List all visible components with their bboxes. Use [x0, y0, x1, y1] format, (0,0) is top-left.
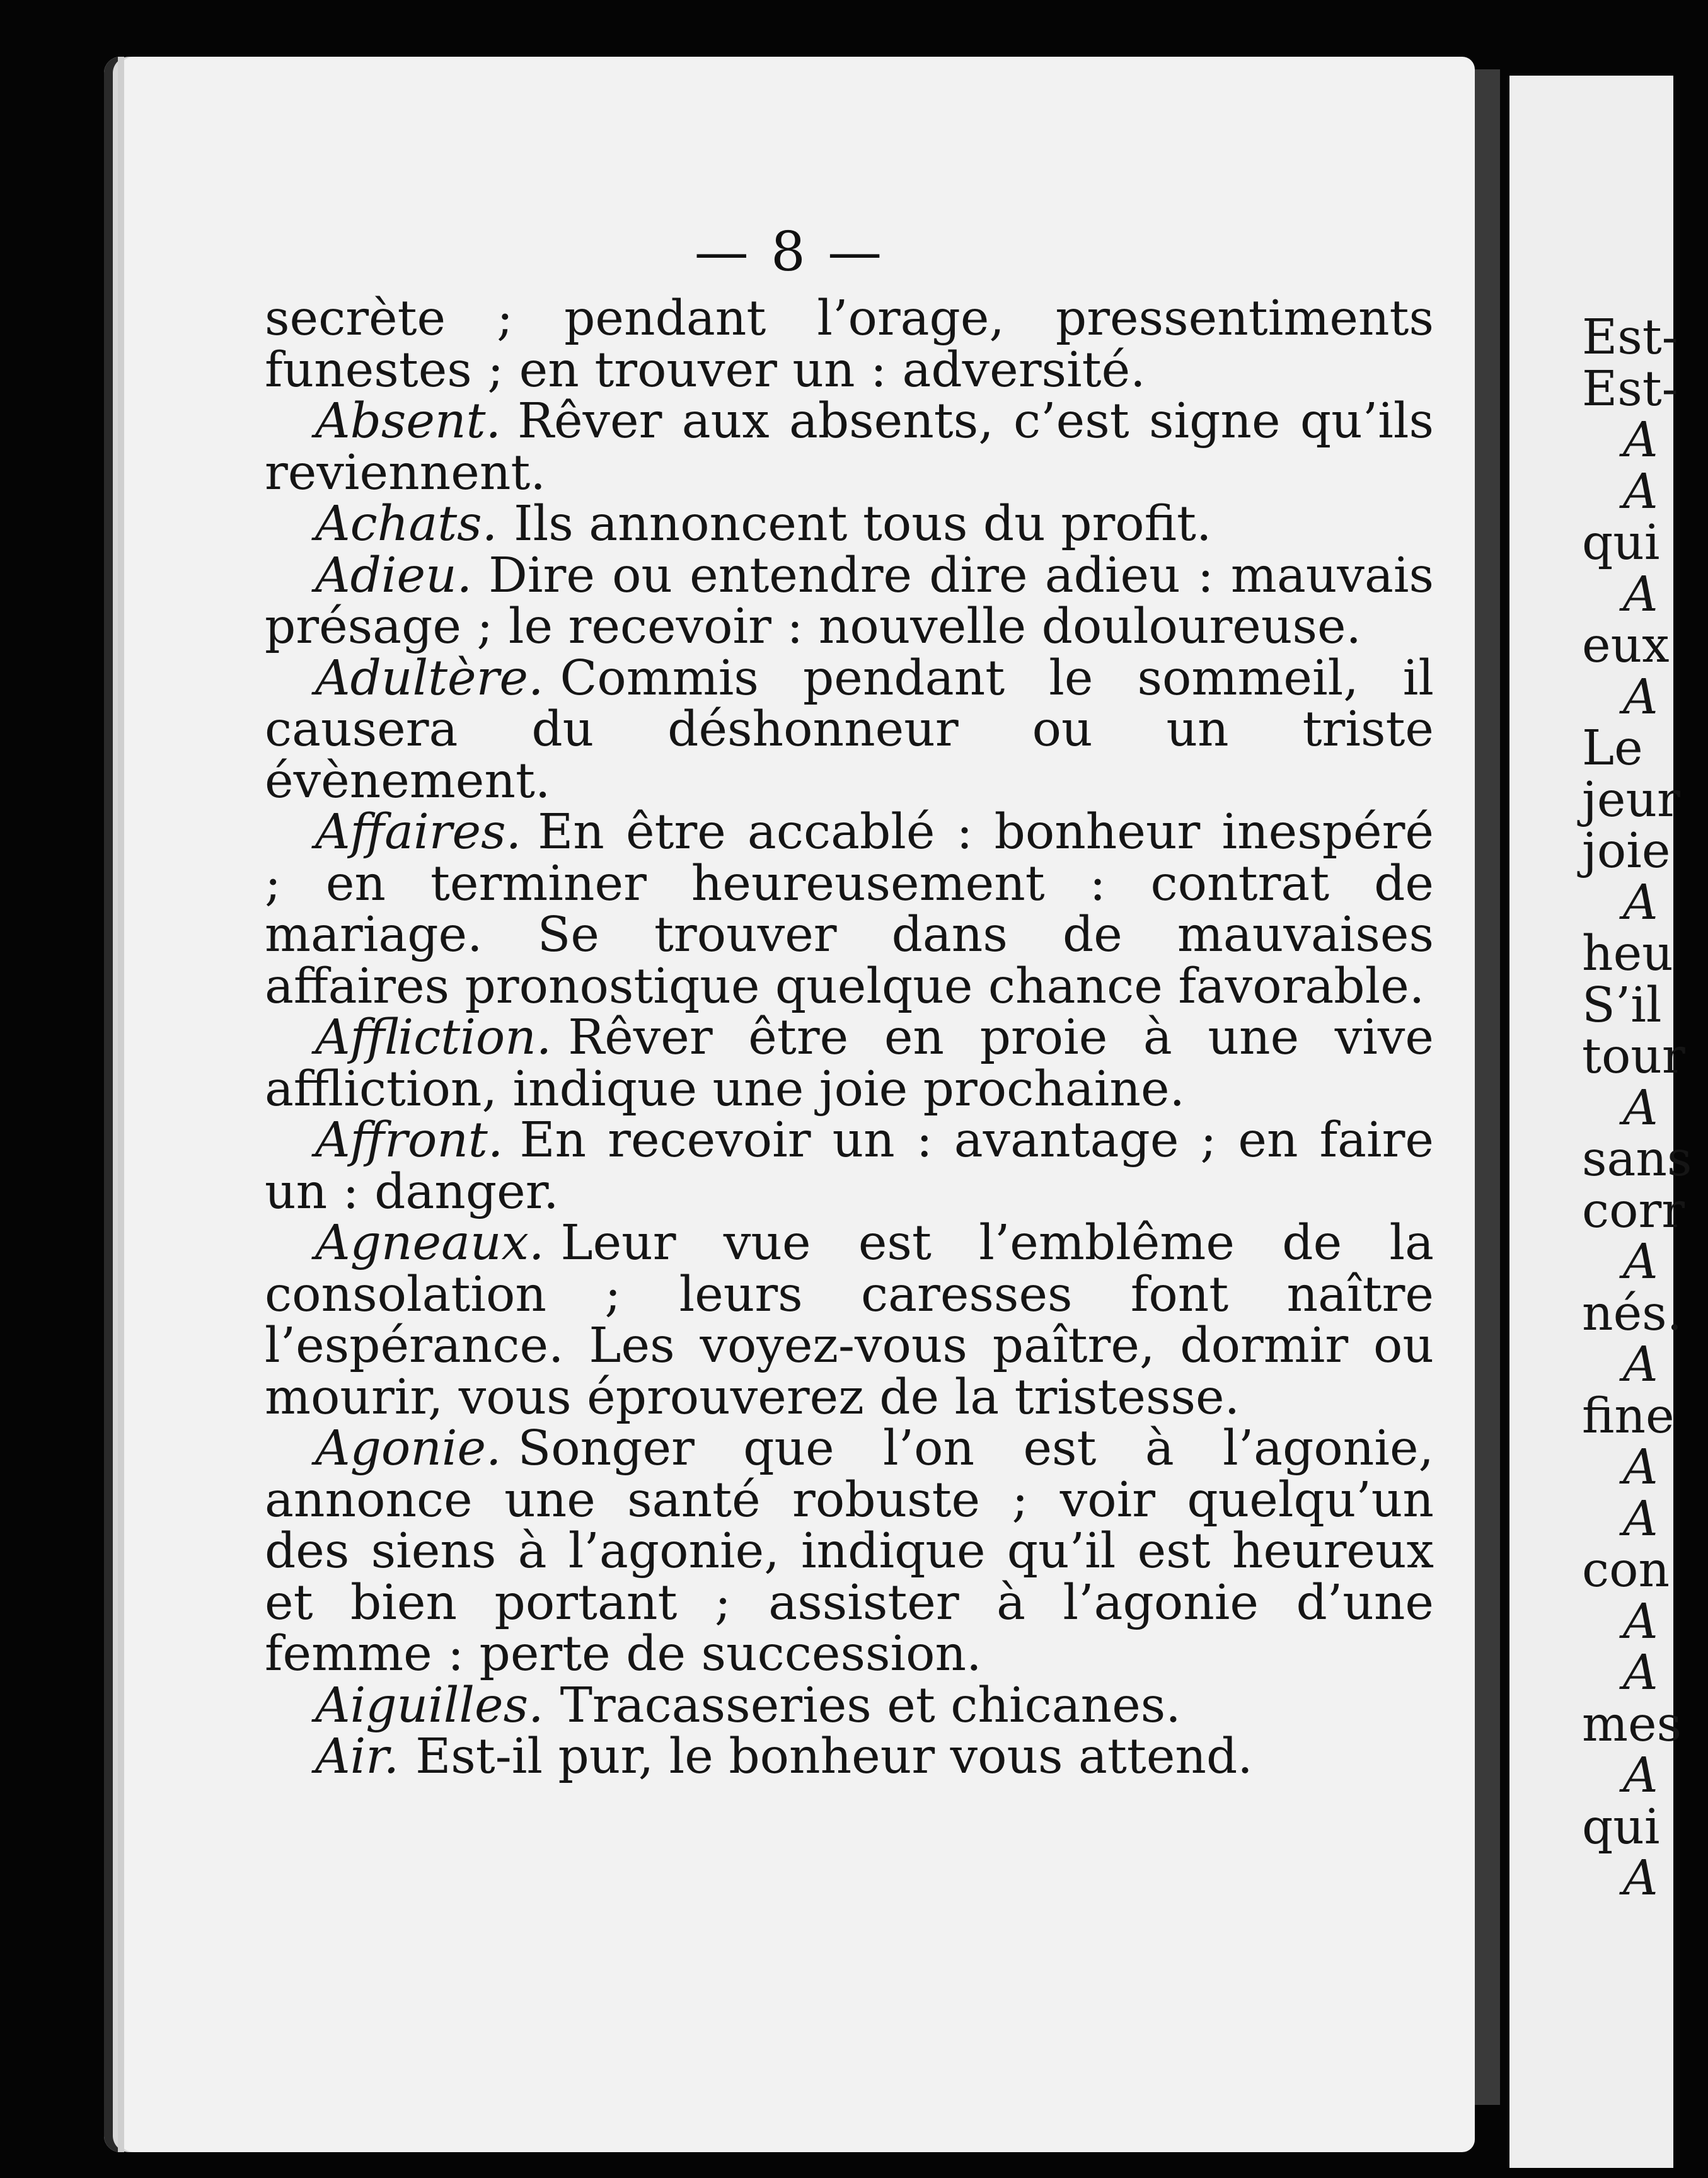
right-page-fragment: A — [1623, 463, 1658, 520]
intro-paragraph: secrète ; pendant l’orage, pressentiments funestes ; en trouver un : adversité. — [265, 291, 1434, 398]
dictionary-text — [265, 293, 1434, 1783]
right-page-fragment: joie — [1582, 823, 1671, 879]
right-page-fragment: con — [1582, 1542, 1670, 1598]
right-page-fragment: A — [1623, 1490, 1658, 1547]
right-page-fragment: A — [1623, 1645, 1658, 1701]
dictionary-entry — [265, 804, 1434, 1015]
entry-text: En recevoir un : avantage ; en faire un : danger. — [265, 1112, 1434, 1220]
dictionary-entry — [265, 547, 1434, 655]
right-page-fragment: A — [1623, 1593, 1658, 1650]
right-page-fragment: A — [1623, 874, 1658, 931]
right-page-fragment: heu — [1582, 926, 1673, 982]
entry-term: Affaires. — [315, 804, 522, 860]
right-page-fragment: A — [1623, 1234, 1658, 1290]
right-page-fragment: eux — [1582, 618, 1670, 674]
entry-text: Rêver aux absents, c’est signe qu’ils reviennent. — [265, 393, 1434, 501]
right-page-fragment: A — [1623, 1748, 1658, 1804]
right-page-fragment: A — [1623, 412, 1658, 468]
right-page-fragment: sans — [1582, 1131, 1692, 1187]
dictionary-entry — [265, 1112, 1434, 1220]
right-page-fragment: nés. — [1582, 1285, 1683, 1342]
entry-text: Ils annoncent tous du profit. — [514, 496, 1212, 552]
dictionary-entry — [265, 650, 1434, 809]
entry-term: Absent. — [315, 393, 501, 449]
entry-term: Affront. — [315, 1112, 504, 1168]
entry-text: Songer que l’on est à l’agonie, annonce une santé robuste ; voir quelqu’un des siens à l’agonie, indique qu’il est heureux et bien portant ; assister à l’agonie d’une femme : perte de succession. — [265, 1420, 1434, 1682]
entry-term: Aiguilles. — [315, 1677, 544, 1734]
right-page-fragment: fine — [1582, 1388, 1675, 1444]
entry-term: Affliction. — [315, 1010, 552, 1066]
dictionary-entry — [265, 1012, 1434, 1115]
entry-text: Est-il pur, le bonheur vous attend. — [415, 1729, 1253, 1785]
right-page-fragment: jeur — [1582, 771, 1680, 828]
page-number: — 8 — — [694, 221, 885, 284]
entries-list — [265, 393, 1434, 1785]
dictionary-entry — [265, 1215, 1434, 1426]
entry-term: Agneaux. — [315, 1215, 545, 1271]
right-page-fragment: S’il — [1582, 977, 1662, 1034]
right-page-text — [1582, 309, 1708, 1906]
entry-text: En être accablé : bonheur inespéré ; en terminer heureusement : contrat de mariage. Se trouver dans de mauvaises affaires pronostique quelque chance favorable. — [265, 804, 1434, 1015]
right-page-fragment: A — [1623, 1439, 1658, 1495]
right-page-fragment: A — [1623, 669, 1658, 725]
entry-text: Rêver être en proie à une vive affliction, indique une joie prochaine. — [265, 1010, 1434, 1117]
dictionary-entry — [265, 498, 1434, 550]
entry-term: Adultère. — [315, 650, 544, 706]
right-page-fragment: Est- — [1582, 309, 1678, 366]
right-page-fragment: qui — [1582, 515, 1660, 571]
right-page-fragment: tour — [1582, 1028, 1685, 1085]
entry-text: Commis pendant le sommeil, il causera du déshonneur ou un triste évènement. — [265, 650, 1434, 809]
entry-text: Leur vue est l’emblême de la consolation ; leurs caresses font naître l’espérance. Les voyez-vous paître, dormir ou mourir, vous éprouverez de la tristesse. — [265, 1215, 1434, 1426]
right-page-fragment: A — [1623, 1337, 1658, 1393]
dictionary-entry — [265, 393, 1434, 501]
right-page-fragment: A — [1623, 1850, 1658, 1906]
right-page-fragment: corr — [1582, 1182, 1685, 1239]
entry-text: Dire ou entendre dire adieu : mauvais présage ; le recevoir : nouvelle douloureuse. — [265, 547, 1434, 655]
right-page-fragment: Le — [1582, 720, 1643, 776]
book-gutter — [1475, 69, 1500, 2105]
entry-term: Adieu. — [315, 547, 473, 604]
right-page-fragment: Est- — [1582, 360, 1678, 417]
dictionary-entry — [265, 1677, 1434, 1734]
right-page-fragment: qui — [1582, 1799, 1660, 1855]
dictionary-entry — [265, 1420, 1434, 1682]
right-page-fragment: mes — [1582, 1696, 1682, 1753]
dictionary-entry — [265, 1731, 1434, 1783]
entry-term: Air. — [315, 1729, 400, 1785]
entry-term: Achats. — [315, 496, 498, 552]
right-page-fragment: A — [1623, 1080, 1658, 1136]
entry-term: Agonie. — [315, 1420, 502, 1477]
entry-text: Tracasseries et chicanes. — [560, 1677, 1181, 1734]
right-page-fragment: A — [1623, 566, 1658, 623]
